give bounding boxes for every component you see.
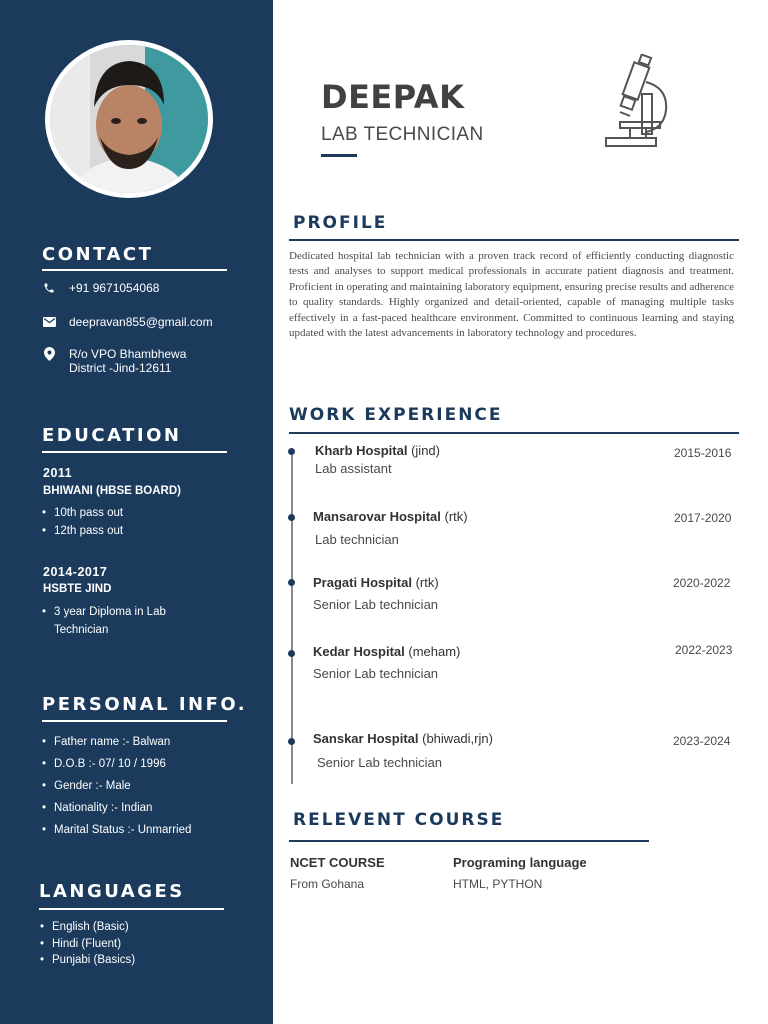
list-item: • Hindi (Fluent): [40, 936, 135, 953]
hospital-location: (bhiwadi,rjn): [422, 731, 493, 746]
work-experience-divider: [289, 432, 739, 434]
job-title: LAB TECHNICIAN: [321, 124, 484, 145]
contact-divider: [42, 269, 227, 271]
profile-photo: [45, 40, 213, 198]
list-item: • D.O.B :- 07/ 10 / 1996: [42, 753, 191, 775]
education-divider: [42, 451, 227, 453]
personal-info-divider: [42, 720, 227, 722]
job-years: 2015-2016: [674, 446, 732, 460]
hospital-location: (meham): [408, 644, 461, 659]
timeline-line: [291, 452, 293, 784]
mail-icon: [42, 315, 56, 329]
education-school: BHIWANI (HBSE BOARD): [43, 485, 181, 497]
hospital-name: Pragati Hospital: [313, 575, 412, 590]
location-pin-icon: [42, 347, 56, 361]
list-item: • Gender :- Male: [42, 775, 191, 797]
job-role: Lab assistant: [315, 461, 392, 476]
course-title: NCET COURSE: [290, 855, 385, 870]
languages-divider: [39, 908, 224, 910]
work-experience-heading: WORK EXPERIENCE: [289, 405, 503, 425]
address-text: [69, 347, 186, 375]
timeline-dot: [288, 579, 295, 586]
list-item: • 3 year Diploma in Lab: [42, 603, 166, 621]
course-detail: HTML, PYTHON: [453, 877, 543, 891]
list-item: • English (Basic): [40, 919, 135, 936]
hospital-name: Kharb Hospital: [315, 443, 408, 458]
job-years: 2022-2023: [675, 643, 733, 657]
address-line2: District -Jind-12611: [69, 361, 172, 375]
job-role: Senior Lab technician: [313, 597, 439, 612]
list-item: • 12th pass out: [42, 522, 123, 540]
hospital-name: Kedar Hospital: [313, 644, 405, 659]
candidate-name: DEEPAK: [321, 78, 465, 116]
contact-address: [42, 347, 186, 375]
job-place: [313, 731, 493, 746]
personal-info-heading: PERSONAL INFO.: [42, 694, 248, 715]
timeline-dot: [288, 448, 295, 455]
microscope-icon: [602, 54, 674, 157]
personal-info-list: [42, 731, 191, 841]
profile-divider: [289, 239, 739, 241]
hospital-location: (jind): [411, 443, 440, 458]
hospital-name: Sanskar Hospital: [313, 731, 419, 746]
education-items: [42, 504, 123, 540]
course-detail: From Gohana: [290, 877, 365, 891]
job-role: Lab technician: [315, 532, 399, 547]
education-heading: EDUCATION: [42, 425, 182, 446]
sidebar: [0, 0, 273, 1024]
hospital-name: Mansarovar Hospital: [313, 509, 441, 524]
hospital-location: (rtk): [444, 509, 468, 524]
timeline-dot: [288, 738, 295, 745]
profile-heading: PROFILE: [293, 213, 388, 233]
list-item: • 10th pass out: [42, 504, 123, 522]
list-item: Technician: [54, 624, 109, 636]
job-place: [313, 575, 439, 590]
education-items: [42, 603, 166, 639]
job-place: [313, 644, 460, 659]
course-heading: RELEVENT COURSE: [293, 810, 505, 830]
job-role: Senior Lab technician: [313, 666, 439, 681]
list-item: • Father name :- Balwan: [42, 731, 191, 753]
job-years: 2017-2020: [674, 511, 732, 525]
languages-heading: LANGUAGES: [39, 881, 185, 902]
contact-phone: [42, 281, 159, 295]
contact-heading: CONTACT: [42, 244, 154, 265]
timeline-dot: [288, 650, 295, 657]
phone-icon: [42, 281, 56, 295]
job-years: 2023-2024: [673, 734, 731, 748]
phone-number[interactable]: +91 9671054068: [69, 281, 160, 295]
avatar: [50, 45, 208, 193]
profile-summary: Dedicated hospital lab technician with a proven track record of efficiently conducting diagnostic tests and analyses to support medical professionals in accurate patient diagnosis and treatment. Proficient in operating and maintaining laboratory equipment, ensuring precise results and adherence to quality standards. Highly organized and detail-oriented, capable of managing multiple tasks effectively in a fast-paced healthcare environment. Committed to continuous learning and staying updated with the latest advancements in laboratory technology and procedures.: [289, 250, 734, 340]
course-title: Programing language: [453, 855, 587, 870]
job-role: Senior Lab technician: [317, 755, 443, 770]
job-years: 2020-2022: [673, 576, 731, 590]
languages-list: [40, 919, 135, 969]
address-line1: R/o VPO Bhambhewa: [69, 347, 187, 361]
education-school: HSBTE JIND: [43, 583, 112, 595]
course-divider: [289, 840, 649, 842]
list-item: • Punjabi (Basics): [40, 952, 135, 969]
list-item: • Marital Status :- Unmarried: [42, 819, 191, 841]
contact-email: [42, 315, 213, 329]
hospital-location: (rtk): [415, 575, 439, 590]
list-item: • Nationality :- Indian: [42, 797, 191, 819]
email-address[interactable]: deepravan855@gmail.com: [69, 315, 213, 329]
job-place: [315, 443, 440, 458]
title-underline: [321, 154, 357, 157]
job-place: [313, 509, 468, 524]
education-year: 2011: [43, 466, 73, 480]
timeline-dot: [288, 514, 295, 521]
education-year: 2014-2017: [43, 565, 108, 579]
